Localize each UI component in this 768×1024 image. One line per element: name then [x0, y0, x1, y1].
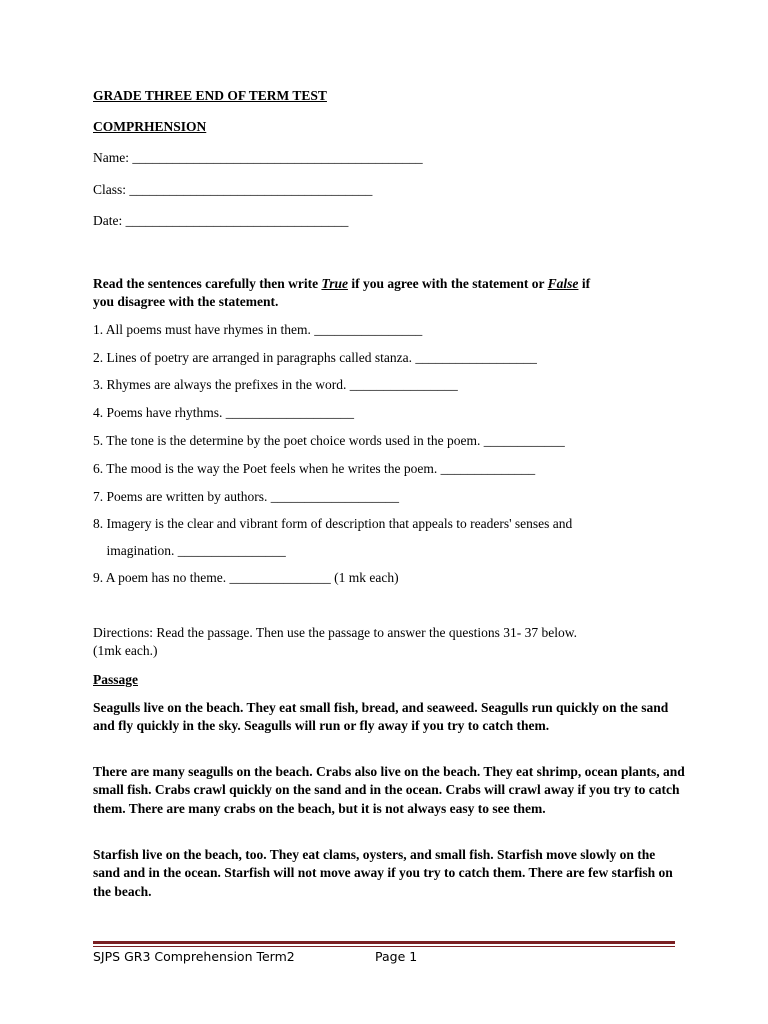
directions-line2: (1mk each.) — [93, 643, 158, 658]
footer-page-number: Page 1 — [375, 949, 418, 964]
section-heading: COMPRHENSION — [93, 119, 207, 134]
instructions-text-1: Read the sentences carefully then write — [93, 276, 322, 291]
passage-paragraph-1: Seagulls live on the beach. They eat small fish, bread, and seaweed. Seagulls run quickly on the sand and fly quickly in the sky. Seagulls will run or fly away if you try to catch them. — [93, 700, 669, 734]
question-4: 4. Poems have rhythms. ___________________ — [93, 405, 354, 420]
question-7: 7. Poems are written by authors. ___________________ — [93, 489, 399, 504]
date-field: Date: _________________________________ — [93, 213, 349, 228]
question-1: 1. All poems must have rhymes in them. ________________ — [93, 322, 423, 337]
directions-line1: Directions: Read the passage. Then use the passage to answer the questions 31- 37 below. — [93, 625, 578, 640]
test-title: GRADE THREE END OF TERM TEST — [93, 88, 327, 103]
class-field: Class: ____________________________________ — [93, 182, 373, 197]
footer-document-name: SJPS GR3 Comprehension Term2 — [93, 949, 295, 964]
passage-paragraph-3: Starfish live on the beach, too. They eat clams, oysters, and small fish. Starfish move slowly on the sand and in the ocean. Starfish will not move away if you try to catch them. There are few starfish on the beach. — [93, 847, 673, 899]
instructions-text-3: if — [578, 276, 591, 291]
question-2: 2. Lines of poetry are arranged in paragraphs called stanza. __________________ — [93, 350, 537, 365]
question-5: 5. The tone is the determine by the poet choice words used in the poem. ____________ — [93, 433, 565, 448]
instructions-line1 — [93, 276, 590, 292]
question-3: 3. Rhymes are always the prefixes in the word. ________________ — [93, 377, 458, 392]
false-word: False — [547, 276, 579, 291]
instructions-text-2: if you agree with the statement or — [347, 276, 548, 291]
question-8-continued: imagination. ________________ — [93, 543, 286, 558]
question-8: 8. Imagery is the clear and vibrant form of description that appeals to readers' senses and — [93, 516, 573, 531]
footer-rule-thin — [93, 946, 675, 947]
question-6: 6. The mood is the way the Poet feels when he writes the poem. ______________ — [93, 461, 536, 476]
question-9: 9. A poem has no theme. _______________ (1 mk each) — [93, 570, 399, 585]
true-word: True — [321, 276, 348, 291]
footer-rule-thick — [93, 941, 675, 944]
passage-paragraph-2: There are many seagulls on the beach. Crabs also live on the beach. They eat shrimp, ocean plants, and small fish. Crabs crawl quickly on the sand and in the ocean. Crabs will crawl away if you try to catch them. There are many crabs on the beach, but it is not always easy to see them. — [93, 764, 685, 816]
passage-heading: Passage — [93, 672, 138, 687]
name-field: Name: ___________________________________________ — [93, 150, 423, 165]
instructions-line2: you disagree with the statement. — [93, 294, 279, 309]
